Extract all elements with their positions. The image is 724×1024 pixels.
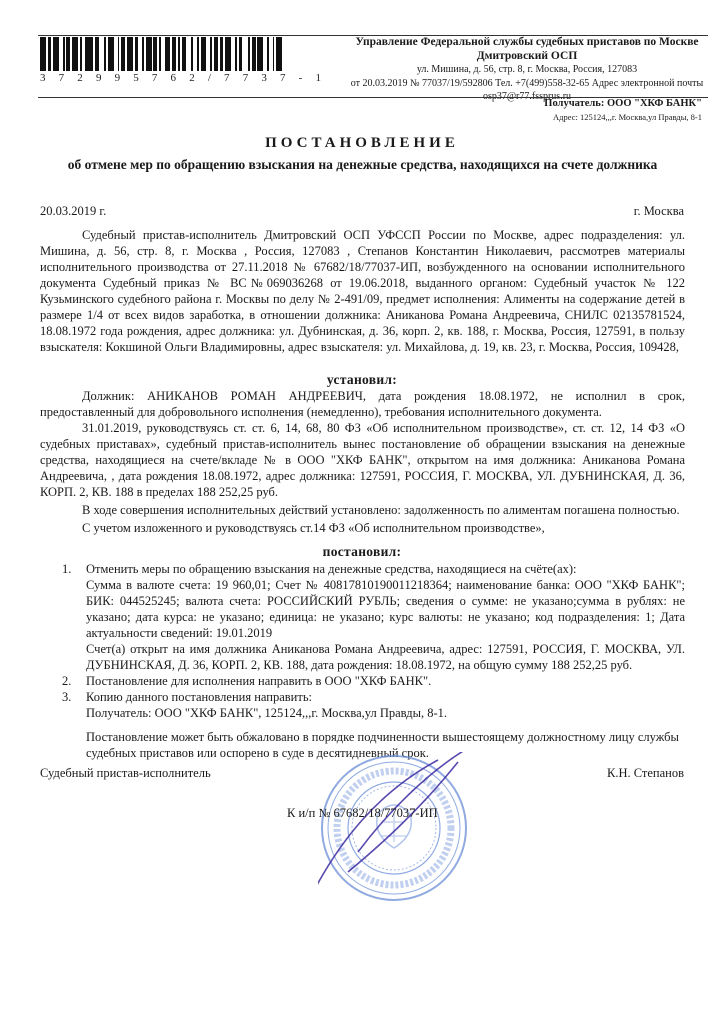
established-heading: установил: — [326, 372, 398, 387]
item-line: Постановление для исполнения направить в ООО "ХКФ БАНК". — [86, 674, 432, 688]
signature-role: Судебный пристав-исполнитель — [40, 766, 211, 780]
recipient-address: Адрес: 125124,,,г. Москва,ул Правды, 8-1 — [553, 112, 702, 122]
case-reference: К и/п № 67682/18/77037-ИП — [287, 806, 438, 820]
signature-name: К.Н. Степанов — [606, 766, 684, 780]
item-number: 2. — [62, 674, 72, 688]
barcode-number: 3 7 2 9 9 5 7 6 2 / 7 7 3 7 - 1 — [40, 72, 327, 84]
agency-block — [330, 36, 724, 104]
resolved-item-1 — [40, 561, 685, 673]
agency-name: Управление Федеральной службы судебных приставов по Москве — [355, 36, 699, 48]
agency-address: ул. Мишина, д. 56, стр. 8, г. Москва, Россия, 127083 — [416, 64, 638, 75]
intro-section — [40, 227, 685, 355]
resolved-item-2 — [40, 673, 685, 689]
reference-line: от 20.03.2019 № 77037/19/592806 Тел. +7(499)558-32-65 Адрес электронной почты — [350, 77, 704, 89]
established-paragraph: Должник: АНИКАНОВ РОМАН АНДРЕЕВИЧ, дата рождения 18.08.1972, не исполнил в срок, предоставленный для добровольного исполнения (немедленно), требования исполнительного документа. — [40, 389, 685, 419]
document-subtitle: об отмене мер по обращению взыскания на денежные средства, находящихся на счете должника — [67, 157, 658, 172]
item-line: Счет(а) открыт на имя должника Аниканова Романа Андреевича, адрес: 127591, РОССИЯ, Г. МОСКВА, УЛ. ДУБНИНСКАЯ, Д. 36, КОРП. 2, КВ. 188, дата рождения: 18.08.1972, на общую сумму 188 252,25 руб. — [86, 642, 685, 672]
document-date: 20.03.2019 г. — [40, 204, 107, 218]
recipient-block — [544, 97, 702, 123]
barcode — [40, 37, 282, 71]
established-paragraph: С учетом изложенного и руководствуясь ст.14 ФЗ «Об исполнительном производстве», — [82, 521, 545, 535]
intro-paragraph: Судебный пристав-исполнитель Дмитровский ОСП УФССП России по Москве, адрес подразделения: ул. Мишина, д. 56, стр. 8, г. Москва , Россия, 127083 , Степанов Константин Николаевич, рассмотрев материалы исполнительного производства от 27.11.2018 № 67682/18/77037-ИП, возбужденного на основании исполнительного документа Судебный приказ № ВС№069036268 от 19.06.2018, выданного органом: Судебный участок № 122 Кузьминского судебного района г. Москвы по делу № 2-491/09, предмет исполнения: Алименты на содержание детей в размере 1/4 от всех видов заработка, в отношении должника: Аниканова Романа Андреевича, СНИЛС 02135781524, 18.08.1972 года рождения, адрес должника: ул. Дубнинская, д. 36, корп. 2, кв. 188, г. Москва, Россия, 127591, в пользу взыскателя: Кокшиной Ольги Владимировны, адрес взыскателя: ул. Михайлова, д. 19, кв. 23, г. Москва, Россия, 109428, — [40, 228, 685, 354]
resolved-item-3 — [40, 689, 685, 721]
resolved-heading: постановил: — [322, 544, 402, 559]
recipient-label: Получатель: ООО "ХКФ БАНК" — [544, 98, 702, 109]
established-section — [40, 388, 685, 536]
established-paragraph: 31.01.2019, руководствуясь ст. ст. 6, 14, 68, 80 ФЗ «Об исполнительном производстве», ст. ст. 12, 14 ФЗ «О судебных приставах», судебный пристав-исполнитель вынес постановление об обращении взыскания на денежные средства, находящиеся на счете/вкладе № в ООО "ХКФ БАНК", открытом на имя должника: Аниканова Романа Андреевича, , дата рождения 18.08.1972, адрес должника: 127591, РОССИЯ, Г. МОСКВА, УЛ. ДУБНИНСКАЯ, Д. 36, КОРП. 2, КВ. 188 в пределах 188 252,25 руб. — [40, 421, 685, 499]
department-name: Дмитровский ОСП — [476, 49, 578, 62]
document-city: г. Москва — [633, 204, 684, 218]
item-line: Отменить меры по обращению взыскания на денежные средства, находящиеся на счёте(ах): — [86, 562, 577, 576]
item-line: Копию данного постановления направить: — [86, 690, 313, 704]
established-paragraph: В ходе совершения исполнительных действий установлено: задолженность по алиментам погашена полностью. — [82, 503, 680, 517]
item-line: Получатель: ООО "ХКФ БАНК", 125124,,,г. Москва,ул Правды, 8-1. — [86, 706, 448, 720]
item-number: 3. — [62, 690, 72, 704]
resolved-list — [40, 561, 685, 721]
item-number: 1. — [62, 562, 72, 576]
document-title: ПОСТАНОВЛЕНИЕ — [265, 135, 459, 151]
official-stamp-icon — [318, 752, 470, 904]
item-line: Сумма в валюте счета: 19 960,01; Счет № 40817810190011218364; наименование банка: ООО "ХКФ БАНК"; БИК: 044525245; валюта счета: РОССИЙСКИЙ РУБЛЬ; сведения о сумме: не указано;сумма в рублях: не указано; дата курса: не указано; единица: не указано; курс валюты: не указано; код подразделения: 1; Дата актуальности сведений: 19.01.2019 — [86, 578, 685, 640]
appeal-notice: Постановление может быть обжаловано в порядке подчиненности вышестоящему должностному лицу службы судебных приставов или оспорено в суде в десятидневный срок. — [86, 730, 679, 760]
